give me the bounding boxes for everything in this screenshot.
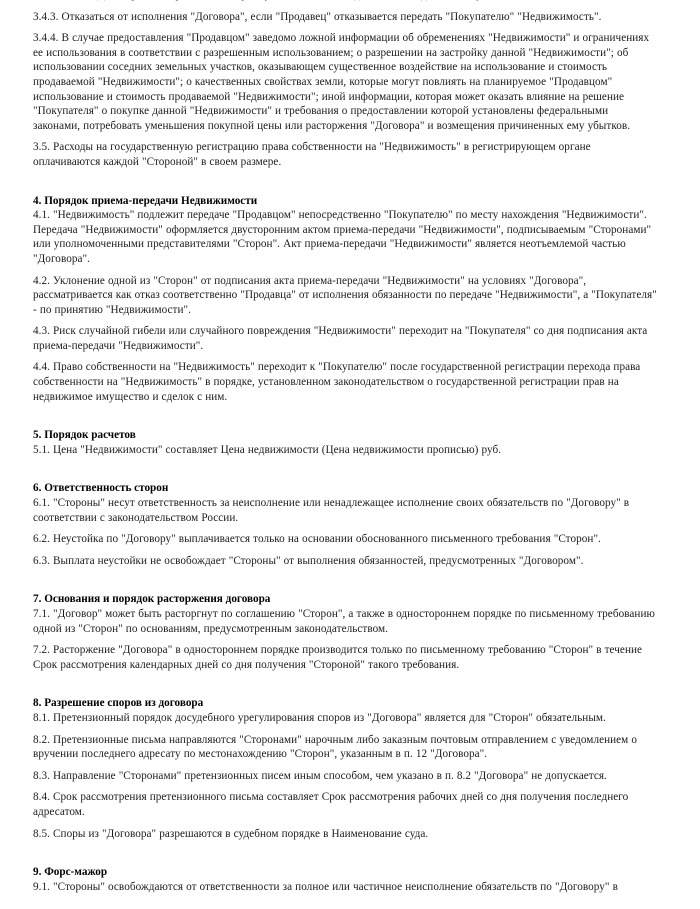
paragraph-7-1: 7.1. "Договор" может быть расторгнут по соглашению "Сторон", а также в одностороннем порядке по письменному требованию одной из "Сторон" по основаниям, предусмотренным законодательством. xyxy=(33,608,655,635)
paragraph-3-4-3: 3.4.3. Отказаться от исполнения "Договора", если "Продавец" отказывается передать "Покупателю" "Недвижимость". xyxy=(33,10,602,23)
paragraph-8-2: 8.2. Претензионные письма направляются "Сторонами" нарочным либо заказным почтовым отправлением с уведомлением о вручении последнего адресату по местонахождению "Сторон", указанным в п. 12 "Договора". xyxy=(33,733,637,761)
paragraph-4-4: 4.4. Право собственности на "Недвижимость" переходит к "Покупателю" после государственной регистрации перехода права собственности на "Недвижимость" в порядке, установленном законодательством о государственной регистрации прав на недвижимое имущество и сделок с ним. xyxy=(33,361,641,403)
paragraph-4-3: 4.3. Риск случайной гибели или случайного повреждения "Недвижимости" переходит на "Покупателя" со дня подписания акта приема-передачи "Недвижимости". xyxy=(33,325,648,352)
paragraph-8-5: 8.5. Споры из "Договора" разрешаются в судебном порядке в Наименование суда. xyxy=(33,827,429,840)
paragraph-8-4: 8.4. Срок рассмотрения претензионного письма составляет Срок рассмотрения рабочих дней со дня получения последнего адресатом. xyxy=(33,791,629,818)
paragraph-6-2: 6.2. Неустойка по "Договору" выплачивается только на основании обоснованного письменного требования "Сторон". xyxy=(33,533,601,546)
paragraph-6-3: 6.3. Выплата неустойки не освобождает "Стороны" от выполнения обязанностей, предусмотренных "Договором". xyxy=(33,554,584,567)
section-spacer xyxy=(33,575,658,592)
heading-section-8: 8. Разрешение споров из договора xyxy=(33,697,204,710)
paragraph-4-1: 4.1. "Недвижимость" подлежит передаче "Продавцом" непосредственно "Покупателю" по месту нахождения "Недвижимости". Передача "Недвижимости" оформляется двусторонним актом приема-передачи "Недвижимости", подписываемым "Сторонами" или уполномоченными представителями "Сторон". Акт приема-передачи "Недвижимости" является неотъемлемой частью "Договора". xyxy=(33,209,652,265)
paragraph-8-3: 8.3. Направление "Сторонами" претензионных писем иным способом, чем указано в п. 8.2 "Договора" не допускается. xyxy=(33,769,607,782)
paragraph-9-1: 9.1. "Стороны" освобождаются от ответственности за полное или частичное неисполнение обязательств по "Договору" в xyxy=(33,880,618,893)
heading-section-4: 4. Порядок приема-передачи Недвижимости xyxy=(33,194,258,207)
paragraph-4-2: 4.2. Уклонение одной из "Сторон" от подписания акта приема-передачи "Недвижимости" на условиях "Договора", рассматривается как отказ соответственно "Продавца" от исполнения обязанности по передаче "Недвижимости", а "Покупателя" - по принятию "Недвижимости". xyxy=(33,274,657,316)
section-spacer xyxy=(33,177,658,194)
heading-section-5: 5. Порядок расчетов xyxy=(33,429,136,442)
section-spacer xyxy=(33,679,658,696)
heading-section-9: 9. Форс-мажор xyxy=(33,866,108,879)
document-body xyxy=(33,0,658,894)
section-spacer xyxy=(33,464,658,481)
paragraph-8-1: 8.1. Претензионный порядок досудебного урегулирования споров из "Договора" является для "Сторон" обязательным. xyxy=(33,711,606,724)
heading-section-6: 6. Ответственность сторон xyxy=(33,482,169,495)
paragraph-3-5: 3.5. Расходы на государственную регистрацию права собственности на "Недвижимость" в регистрирующем органе оплачиваются каждой "Стороной" в своем размере. xyxy=(33,141,591,168)
paragraph-3-4-4: 3.4.4. В случае предоставления "Продавцом" заведомо ложной информации об обременениях "Недвижимости" и ограничениях ее использования в соответствии с разрешенным использованием; о разрешении на застройку данной "Недвижимости"; об использовании соседних земельных участков, оказывающем существенное воздействие на использование и стоимость продаваемой "Недвижимости"; о качественных свойствах земли, которые могут повлиять на планируемое "Продавцом" использование и стоимость продаваемой "Недвижимости"; иной информации, которая может оказать влияние на решение "Покупателя" о покупке данной "Недвижимости" и требования о предоставлении которой установлены федеральными законами, потребовать уменьшения покупной цены или расторжения "Договора" и возмещения причиненных ему убытков. xyxy=(33,32,650,132)
heading-section-7: 7. Основания и порядок расторжения договора xyxy=(33,593,271,606)
paragraph-top-partial xyxy=(33,0,658,3)
paragraph-6-1: 6.1. "Стороны" несут ответственность за неисполнение или ненадлежащее исполнение своих обязательств по "Договору" в соответствии с законодательством России. xyxy=(33,497,630,524)
section-spacer xyxy=(33,848,658,865)
paragraph-7-2: 7.2. Расторжение "Договора" в одностороннем порядке производится только по письменному требованию "Сторон" в течение Срок рассмотрения календарных дней со дня получения "Стороной" такого требования. xyxy=(33,644,643,671)
section-spacer xyxy=(33,411,658,428)
paragraph-5-1: 5.1. Цена "Недвижимости" составляет Цена недвижимости (Цена недвижимости прописью) руб. xyxy=(33,443,502,456)
